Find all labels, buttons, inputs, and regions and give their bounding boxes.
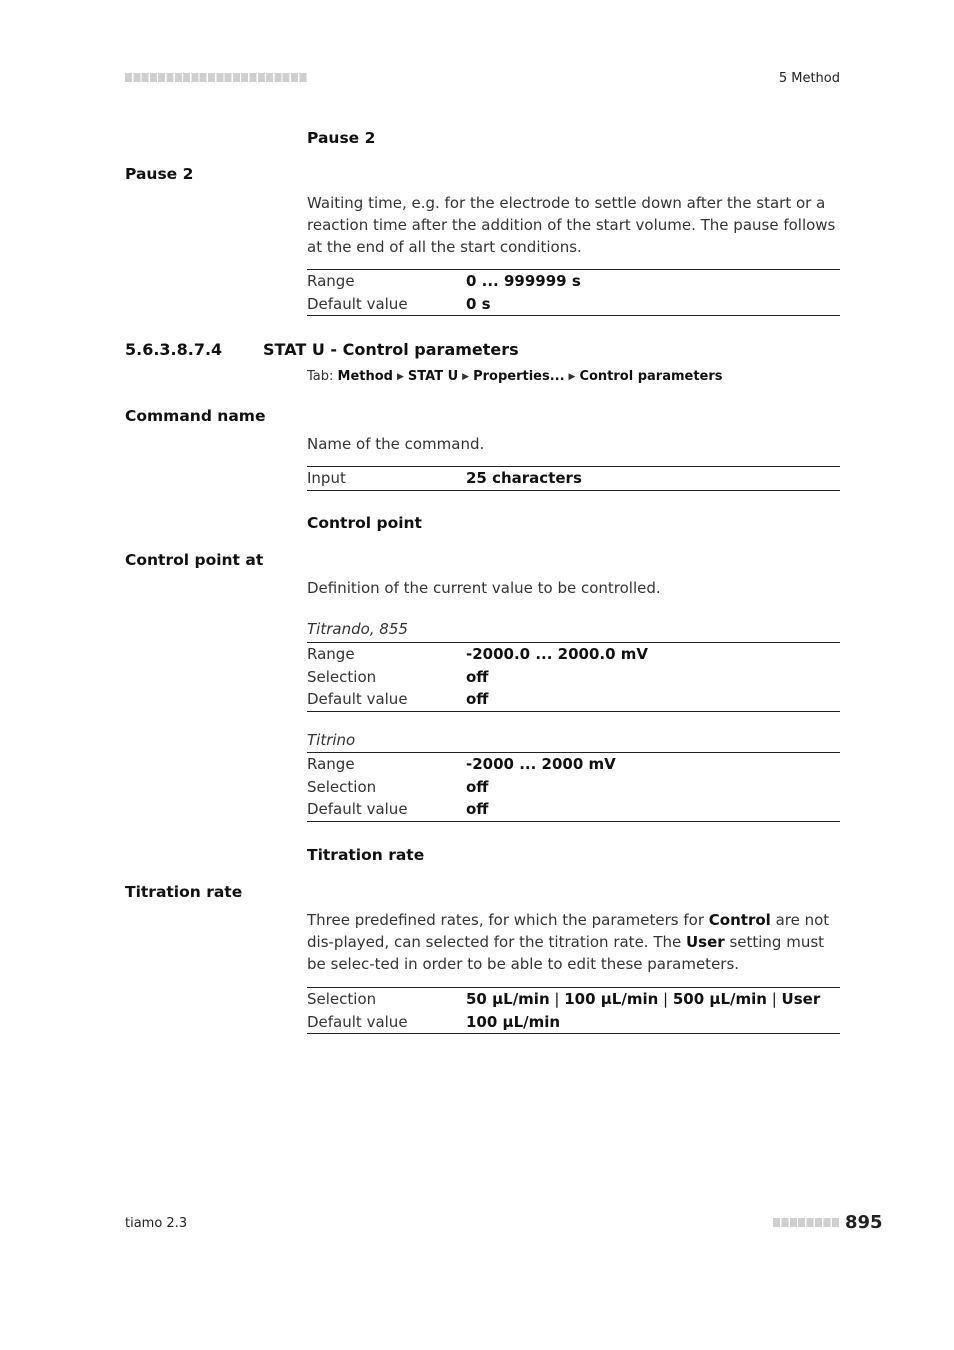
row-key: Range bbox=[307, 753, 466, 776]
control-point-param: Control point at bbox=[125, 551, 264, 569]
page-number: 895 bbox=[845, 1212, 883, 1233]
pause2-description: Waiting time, e.g. for the electrode to settle down after the start or a reaction time after the addition of the start volume. The pause follows at the end of all the start conditions. bbox=[307, 194, 836, 256]
row-key: Selection bbox=[307, 777, 377, 796]
triangle-right-icon: ▶ bbox=[397, 372, 404, 382]
table-row bbox=[307, 753, 840, 776]
table-row bbox=[307, 293, 840, 316]
row-key: Selection bbox=[307, 667, 377, 686]
row-key: Default value bbox=[307, 798, 466, 821]
titrando-table bbox=[307, 642, 840, 712]
row-key: Range bbox=[307, 270, 466, 293]
titration-rate-description bbox=[307, 909, 840, 975]
row-value: off bbox=[466, 798, 840, 821]
table-row bbox=[307, 467, 840, 491]
titration-rate-subheading: Titration rate bbox=[307, 846, 425, 864]
section-title: STAT U - Control parameters bbox=[263, 340, 519, 359]
footer-product: tiamo 2.3 bbox=[125, 1216, 188, 1231]
table-row bbox=[307, 798, 840, 821]
command-name-table bbox=[307, 466, 840, 491]
tab-prefix: Tab: bbox=[307, 369, 334, 384]
triangle-right-icon: ▶ bbox=[462, 372, 470, 382]
row-key: Default value bbox=[307, 688, 466, 711]
row-value: -2000.0 ... 2000.0 mV bbox=[466, 643, 840, 666]
table-row bbox=[307, 643, 840, 666]
description-text: setting must be selec-ted in order to be able to edit these parameters. bbox=[307, 933, 825, 973]
selection-option: 50 µL/min bbox=[466, 990, 550, 1008]
option-separator: | bbox=[766, 990, 782, 1008]
description-emphasis: User bbox=[686, 933, 725, 951]
row-value: off bbox=[466, 688, 840, 711]
option-separator: | bbox=[658, 990, 673, 1008]
pause2-table bbox=[307, 269, 840, 316]
pause2-param-name: Pause 2 bbox=[125, 165, 194, 183]
description-text: are not dis-played, can selected for the titration rate. The bbox=[307, 911, 830, 951]
titrino-table bbox=[307, 752, 840, 822]
table-row bbox=[307, 666, 840, 689]
command-name-param: Command name bbox=[125, 407, 266, 425]
row-key: Selection bbox=[307, 988, 466, 1011]
table-row bbox=[307, 688, 840, 711]
command-name-description: Name of the command. bbox=[307, 435, 485, 453]
row-value: 0 s bbox=[466, 293, 840, 316]
selection-option: User bbox=[781, 990, 821, 1008]
row-value: off bbox=[466, 777, 489, 796]
control-point-subheading: Control point bbox=[307, 514, 422, 532]
footer-decoration bbox=[773, 1218, 840, 1227]
row-value: 25 characters bbox=[466, 467, 840, 491]
row-key: Default value bbox=[307, 293, 466, 316]
row-value bbox=[466, 988, 840, 1011]
titration-rate-table bbox=[307, 987, 840, 1034]
row-value: off bbox=[466, 667, 489, 686]
description-emphasis: Control bbox=[708, 911, 771, 929]
description-text: Three predefined rates, for which the parameters for bbox=[307, 911, 709, 929]
tab-path-item: STAT U bbox=[407, 369, 459, 384]
row-key: Range bbox=[307, 643, 466, 666]
titration-rate-param: Titration rate bbox=[125, 883, 243, 901]
table-row bbox=[307, 270, 840, 293]
row-key: Default value bbox=[307, 1011, 466, 1034]
titrino-caption: Titrino bbox=[307, 731, 356, 749]
tab-path bbox=[307, 369, 723, 384]
tab-path-item: Method bbox=[337, 369, 393, 384]
tab-path-item: Properties... bbox=[473, 369, 565, 384]
titrando-caption: Titrando, 855 bbox=[307, 620, 408, 638]
section-number: 5.6.3.8.7.4 bbox=[125, 340, 223, 359]
running-header: 5 Method bbox=[778, 71, 840, 86]
table-row bbox=[307, 988, 840, 1011]
header-decoration bbox=[125, 73, 307, 82]
table-row bbox=[307, 1011, 840, 1034]
option-separator: | bbox=[549, 990, 565, 1008]
row-value: -2000 ... 2000 mV bbox=[466, 753, 840, 776]
selection-option: 100 µL/min bbox=[564, 990, 659, 1008]
table-row bbox=[307, 776, 840, 799]
row-value: 100 µL/min bbox=[466, 1011, 840, 1034]
row-value: 0 ... 999999 s bbox=[466, 270, 840, 293]
triangle-right-icon: ▶ bbox=[568, 372, 576, 382]
selection-option: 500 µL/min bbox=[672, 990, 767, 1008]
control-point-description: Definition of the current value to be controlled. bbox=[307, 579, 661, 597]
pause2-subheading: Pause 2 bbox=[307, 129, 376, 147]
row-key: Input bbox=[307, 467, 466, 491]
tab-path-item: Control parameters bbox=[579, 369, 723, 384]
